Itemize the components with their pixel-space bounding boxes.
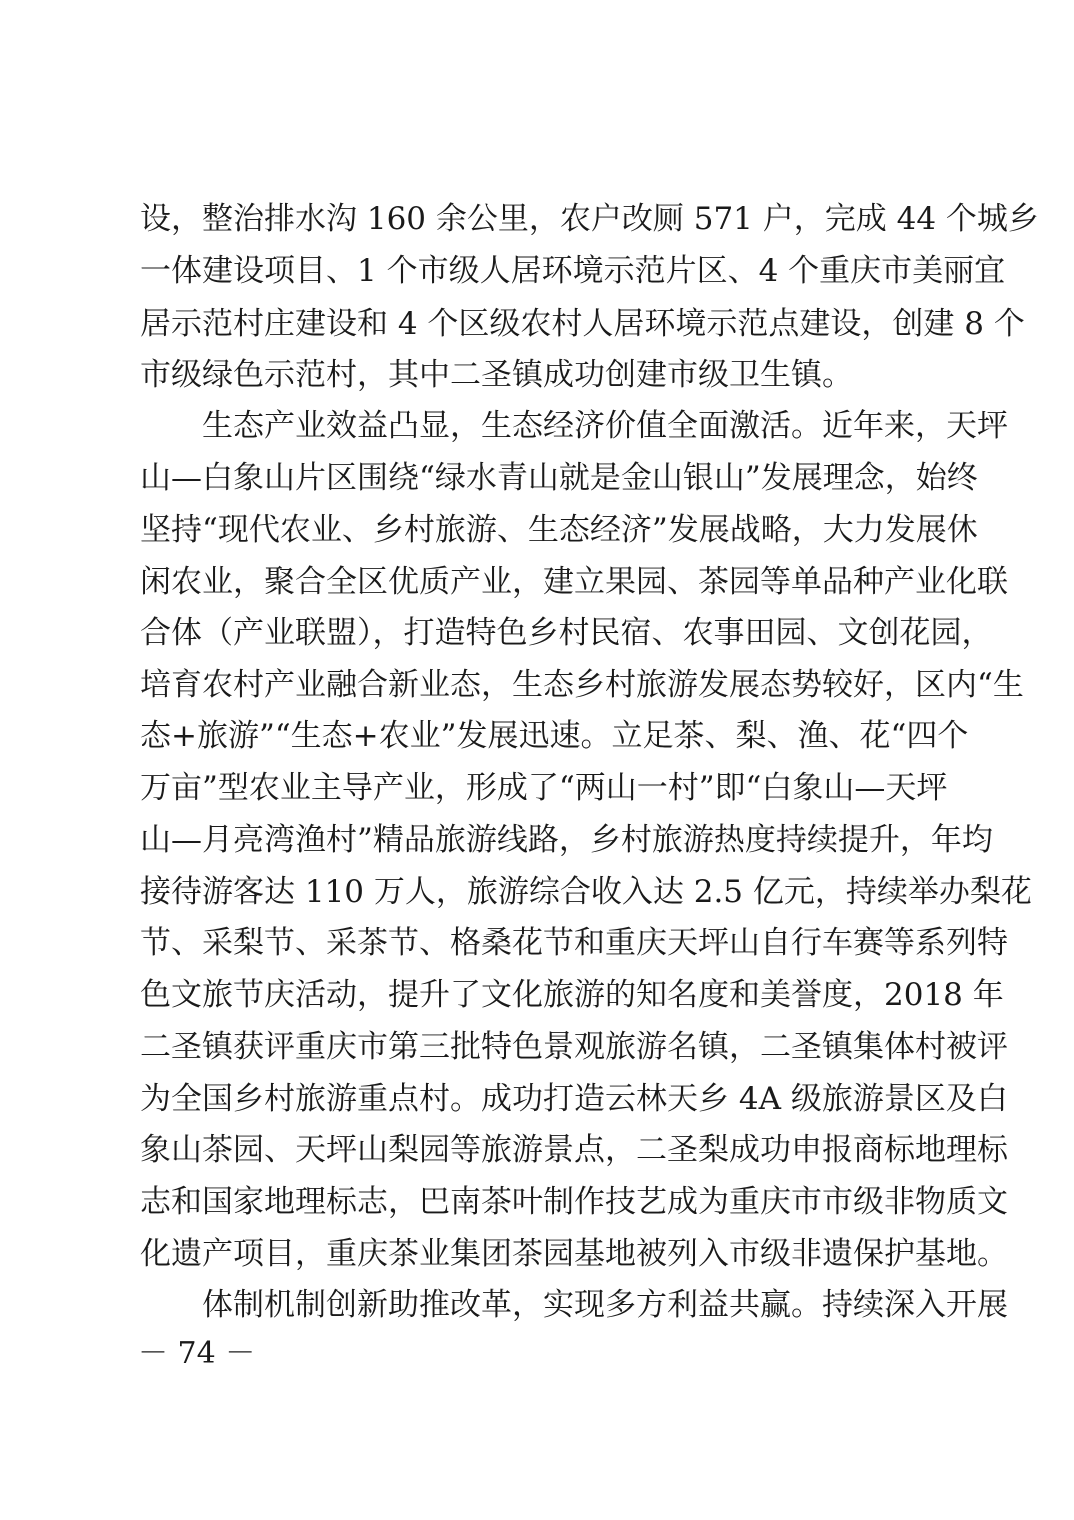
text-line-7: 坚持“现代农业、乡村旅游、生态经济”发展战略，大力发展休: [140, 512, 978, 548]
text-line-4: 市级绿色示范村，其中二圣镇成功创建市级卫生镇。: [140, 357, 853, 393]
text-line-13: 山—月亮湾渔村”精品旅游线路，乡村旅游热度持续提升，年均: [140, 822, 993, 858]
text-line-16: 色文旅节庆活动，提升了文化旅游的知名度和美誉度，2018 年: [140, 977, 1004, 1013]
text-line-9: 合体（产业联盟），打造特色乡村民宿、农事田园、文创花园，: [140, 615, 993, 651]
text-line-17: 二圣镇获评重庆市第三批特色景观旅游名镇，二圣镇集体村被评: [140, 1029, 1008, 1065]
text-line-11: 态+旅游”“生态+农业”发展迅速。立足茶、梨、渔、花“四个: [140, 718, 969, 754]
paragraph-3-first-line: 体制机制创新助推改革，实现多方利益共赢。持续深入开展: [202, 1287, 1008, 1323]
text-line-3: 居示范村庄建设和 4 个区级农村人居环境示范点建设，创建 8 个: [140, 306, 1025, 342]
text-line-21: 化遗产项目，重庆茶业集团茶园基地被列入市级非遗保护基地。: [140, 1236, 1008, 1272]
text-line-19: 象山茶园、天坪山梨园等旅游景点，二圣梨成功申报商标地理标: [140, 1132, 1008, 1168]
text-line-20: 志和国家地理标志，巴南茶叶制作技艺成为重庆市市级非物质文: [140, 1184, 1008, 1220]
text-line-10: 培育农村产业融合新业态，生态乡村旅游发展态势较好，区内“生: [140, 667, 1024, 703]
text-line-15: 节、采梨节、采茶节、格桑花节和重庆天坪山自行车赛等系列特: [140, 925, 1008, 961]
page-number: － 74 －: [138, 1336, 256, 1371]
paragraph-2-first-line: 生态产业效益凸显，生态经济价值全面激活。近年来，天坪: [202, 408, 1008, 444]
text-line-2: 一体建设项目、1 个市级人居环境示范片区、4 个重庆市美丽宜: [140, 253, 1006, 289]
text-line-14: 接待游客达 110 万人，旅游综合收入达 2.5 亿元，持续举办梨花: [140, 874, 1032, 910]
text-line-1: 设，整治排水沟 160 余公里，农户改厕 571 户，完成 44 个城乡: [140, 201, 1039, 237]
text-line-18: 为全国乡村旅游重点村。成功打造云林天乡 4A 级旅游景区及白: [140, 1081, 1008, 1117]
text-line-12: 万亩”型农业主导产业，形成了“两山一村”即“白象山—天坪: [140, 770, 948, 806]
text-line-6: 山—白象山片区围绕“绿水青山就是金山银山”发展理念，始终: [140, 460, 978, 496]
text-line-8: 闲农业，聚合全区优质产业，建立果园、茶园等单品种产业化联: [140, 564, 1008, 600]
